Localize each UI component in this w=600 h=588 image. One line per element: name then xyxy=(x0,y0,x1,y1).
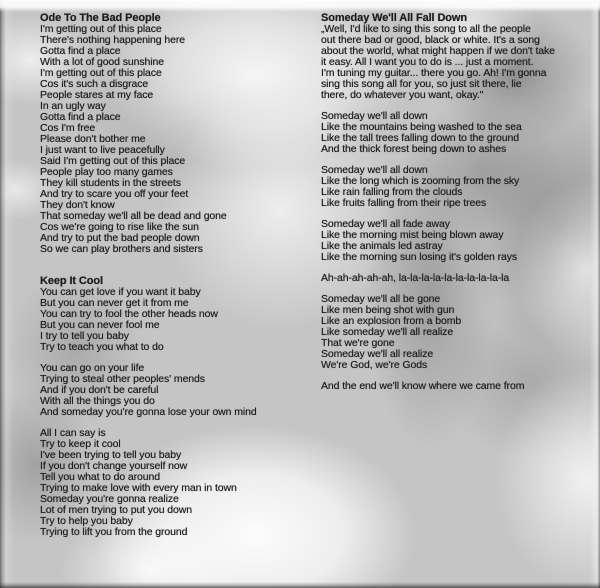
lyric-line: You can try to fool the other heads now xyxy=(40,308,218,320)
stanza xyxy=(321,381,589,392)
lyric-line: Try to teach you what to do xyxy=(40,341,164,353)
lyric-line: Gotta find a place xyxy=(40,45,121,57)
song-someday-well-all-fall-down xyxy=(321,13,589,392)
lyric-line: Ah-ah-ah-ah-ah, la-la-la-la-la-la-la-la-la-la xyxy=(321,272,510,284)
lyric-line: Someday we'll all down xyxy=(321,110,428,122)
lyric-line: You can go on your life xyxy=(40,362,145,374)
lyric-line: People stares at my face xyxy=(40,89,154,101)
lyric-line: Someday we'll all realize xyxy=(321,348,434,360)
lyric-line: That someday we'll all be dead and gone xyxy=(40,210,227,222)
lyric-line: Like the morning sun losing it's golden rays xyxy=(321,251,518,263)
lyric-line: Said I'm getting out of this place xyxy=(40,155,186,167)
lyric-line: out there bad or good, black or white. It's a song xyxy=(321,34,540,46)
lyric-line: Lot of men trying to put you down xyxy=(40,504,192,516)
lyric-line: I'm getting out of this place xyxy=(40,23,162,35)
lyric-line: I'm getting out of this place xyxy=(40,67,162,79)
lyric-line: If you don't change yourself now xyxy=(40,460,188,472)
lyric-line: Like an explosion from a bomb xyxy=(321,315,462,327)
stanza xyxy=(321,165,589,209)
lyric-line: Like men being shot with gun xyxy=(321,304,455,316)
lyric-line: They don't know xyxy=(40,199,115,211)
lyric-line: There's nothing happening here xyxy=(40,34,185,46)
lyric-line: That we're gone xyxy=(321,337,395,349)
stanza xyxy=(40,363,308,418)
lyric-line: They kill students in the streets xyxy=(40,177,181,189)
lyric-line: Like the animals led astray xyxy=(321,240,443,252)
lyric-line: You can get love if you want it baby xyxy=(40,286,201,298)
lyric-line: But you can never get it from me xyxy=(40,297,189,309)
lyric-line: sing this song all for you, so just sit there, lie xyxy=(321,78,522,90)
lyric-line: Like fruits falling from their ripe trees xyxy=(321,197,487,209)
lyric-line: Like rain falling from the clouds xyxy=(321,186,463,198)
stanza xyxy=(40,428,308,538)
stanza xyxy=(321,219,589,263)
lyric-line: Trying to steal other peoples' mends xyxy=(40,373,205,385)
lyric-line: We're God, we're Gods xyxy=(321,359,428,371)
lyric-line: Like the long which is zooming from the sky xyxy=(321,175,520,187)
lyric-line: And the end we'll know where we came from xyxy=(321,380,525,392)
lyric-line: And the thick forest being down to ashes xyxy=(321,143,507,155)
lyric-line: And someday you're gonna lose your own mind xyxy=(40,406,257,418)
lyric-line: Like the mountains being washed to the sea xyxy=(321,121,522,133)
song-ode-to-the-bad-people xyxy=(40,13,308,255)
lyric-line: Someday you're gonna realize xyxy=(40,493,179,505)
lyric-line: Like the morning mist being blown away xyxy=(321,229,504,241)
lyric-line: With a lot of good sunshine xyxy=(40,56,164,68)
song-keep-it-cool xyxy=(40,276,308,538)
song-title: Keep It Cool xyxy=(40,275,103,287)
lyric-line: Cos it's such a disgrace xyxy=(40,78,149,90)
stanza xyxy=(321,273,589,284)
lyric-line: Cos I'm free xyxy=(40,122,96,134)
stanza xyxy=(40,287,308,353)
song-title: Someday We'll All Fall Down xyxy=(321,12,467,24)
lyric-line: Try to help you baby xyxy=(40,515,133,527)
lyric-line: Someday we'll all fade away xyxy=(321,218,450,230)
lyric-line: With all the things you do xyxy=(40,395,155,407)
lyric-line: „Well, I'd like to sing this song to all the people xyxy=(321,23,531,35)
lyric-line: Like the tall trees falling down to the ground xyxy=(321,132,519,144)
lyric-line: I just want to live peacefully xyxy=(40,144,165,156)
lyric-line: And try to scare you off your feet xyxy=(40,188,189,200)
lyric-line: So we can play brothers and sisters xyxy=(40,243,203,255)
song-title: Ode To The Bad People xyxy=(40,12,161,24)
lyric-line: Like someday we'll all realize xyxy=(321,326,454,338)
lyric-line: Cos we're going to rise like the sun xyxy=(40,221,199,233)
lyric-line: People play too many games xyxy=(40,166,173,178)
lyric-line: about the world, what might happen if we don't take xyxy=(321,45,555,57)
lyric-line: Trying to make love with every man in town xyxy=(40,482,237,494)
stanza xyxy=(40,24,308,255)
lyric-line: But you can never fool me xyxy=(40,319,160,331)
lyric-line: Trying to lift you from the ground xyxy=(40,526,188,538)
lyric-line: there, do whatever you want, okay." xyxy=(321,89,484,101)
lyric-line: I'm tuning my guitar... there you go. Ah! I'm gonna xyxy=(321,67,547,79)
stanza xyxy=(321,111,589,155)
lyric-line: All I can say is xyxy=(40,427,106,439)
lyrics-column-right xyxy=(321,13,589,392)
lyric-line: In an ugly way xyxy=(40,100,106,112)
lyric-line: Please don't bother me xyxy=(40,133,146,145)
stanza xyxy=(321,294,589,371)
lyric-line: I've been trying to tell you baby xyxy=(40,449,182,461)
lyric-line: Try to keep it cool xyxy=(40,438,121,450)
lyric-line: And if you don't be careful xyxy=(40,384,159,396)
lyric-line: Someday we'll all be gone xyxy=(321,293,441,305)
lyric-line: Gotta find a place xyxy=(40,111,121,123)
lyric-line: it easy. All I want you to do is ... just a moment. xyxy=(321,56,534,68)
lyrics-column-left xyxy=(40,13,308,538)
lyric-line: I try to tell you baby xyxy=(40,330,129,342)
lyric-line: Someday we'll all down xyxy=(321,164,428,176)
lyric-line: And try to put the bad people down xyxy=(40,232,200,244)
stanza xyxy=(321,24,589,101)
lyric-line: Tell you what to do around xyxy=(40,471,160,483)
